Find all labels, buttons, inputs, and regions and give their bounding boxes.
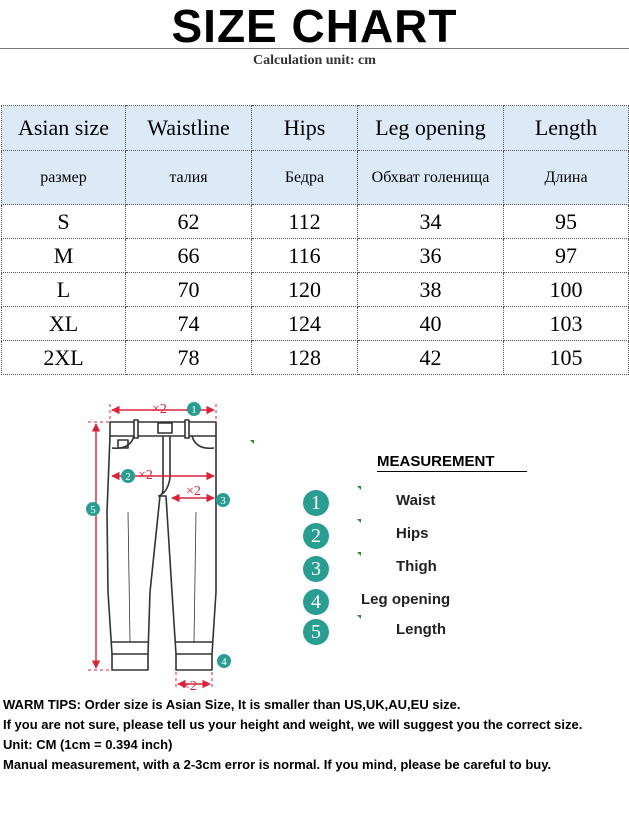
measurement-title: MEASUREMENT bbox=[377, 454, 527, 472]
leg-opening-cell: 40 bbox=[358, 307, 504, 341]
tick-mark bbox=[357, 615, 361, 619]
leg-opening-cell: 42 bbox=[358, 341, 504, 375]
marker-2: 2 bbox=[125, 471, 131, 483]
pants-diagram bbox=[0, 392, 260, 697]
size-cell: 2XL bbox=[2, 341, 126, 375]
waist-cell: 62 bbox=[126, 205, 252, 239]
marker-3: 3 bbox=[220, 495, 226, 507]
table-row bbox=[2, 205, 629, 239]
header-cell: талия bbox=[126, 151, 252, 205]
length-cell: 103 bbox=[504, 307, 629, 341]
header-cell: Waistline bbox=[126, 106, 252, 151]
page-title: SIZE CHART bbox=[171, 0, 458, 52]
marker-5: 5 bbox=[90, 504, 96, 516]
leg-opening-cell: 36 bbox=[358, 239, 504, 273]
hips-cell: 128 bbox=[252, 341, 358, 375]
size-cell: L bbox=[2, 273, 126, 307]
measurement-label: Leg opening bbox=[361, 591, 451, 608]
hips-cell: 112 bbox=[252, 205, 358, 239]
pants-outline bbox=[107, 420, 216, 670]
header-cell: Asian size bbox=[2, 106, 126, 151]
tip-line: If you are not sure, please tell us your height and weight, we will suggest you the correct size. bbox=[3, 717, 583, 732]
hips-cell: 116 bbox=[252, 239, 358, 273]
table-row bbox=[2, 307, 629, 341]
table-row bbox=[2, 341, 629, 375]
waist-multiplier: ×2 bbox=[152, 402, 167, 417]
warm-tips bbox=[3, 695, 623, 775]
header-cell: размер bbox=[2, 151, 126, 205]
table-row bbox=[2, 273, 629, 307]
header-row-english bbox=[2, 106, 629, 151]
tick-mark bbox=[357, 552, 361, 556]
tick-mark bbox=[357, 519, 361, 523]
header-cell: Hips bbox=[252, 106, 358, 151]
measurement-label: Waist bbox=[396, 492, 436, 509]
tip-line: WARM TIPS: Order size is Asian Size, It is smaller than US,UK,AU,EU size. bbox=[3, 697, 461, 712]
header-row-russian bbox=[2, 151, 629, 205]
header-cell: Бедра bbox=[252, 151, 358, 205]
marker-1: 1 bbox=[191, 404, 197, 416]
waist-cell: 78 bbox=[126, 341, 252, 375]
size-cell: M bbox=[2, 239, 126, 273]
length-cell: 105 bbox=[504, 341, 629, 375]
tick-mark bbox=[357, 486, 361, 490]
unit-note: Calculation unit: cm bbox=[253, 53, 376, 68]
length-cell: 100 bbox=[504, 273, 629, 307]
header-cell: Длина bbox=[504, 151, 629, 205]
length-cell: 97 bbox=[504, 239, 629, 273]
number-badge: 1 bbox=[303, 490, 329, 516]
measurement-label: Thigh bbox=[396, 558, 437, 575]
number-badge: 2 bbox=[303, 523, 329, 549]
tip-line: Manual measurement, with a 2-3cm error is normal. If you mind, please be careful to buy. bbox=[3, 757, 552, 772]
size-table bbox=[1, 105, 629, 375]
table-row bbox=[2, 239, 629, 273]
waist-cell: 74 bbox=[126, 307, 252, 341]
title-divider bbox=[0, 48, 629, 49]
length-cell: 95 bbox=[504, 205, 629, 239]
hips-cell: 120 bbox=[252, 273, 358, 307]
hips-cell: 124 bbox=[252, 307, 358, 341]
size-cell: XL bbox=[2, 307, 126, 341]
header-cell: Length bbox=[504, 106, 629, 151]
waist-cell: 70 bbox=[126, 273, 252, 307]
measurement-label: Hips bbox=[396, 525, 429, 542]
measurement-label: Length bbox=[396, 621, 446, 638]
leg-opening-cell: 34 bbox=[358, 205, 504, 239]
number-badge: 4 bbox=[303, 589, 329, 615]
header-cell: Обхват голенища bbox=[358, 151, 504, 205]
marker-4: 4 bbox=[221, 656, 227, 668]
tick-mark bbox=[250, 440, 254, 444]
tip-line: Unit: CM (1cm = 0.394 inch) bbox=[3, 737, 173, 752]
size-cell: S bbox=[2, 205, 126, 239]
thigh-multiplier: ×2 bbox=[186, 484, 201, 499]
leg-multiplier: ×2 bbox=[182, 679, 197, 694]
leg-opening-cell: 38 bbox=[358, 273, 504, 307]
number-badge: 3 bbox=[303, 556, 329, 582]
hips-multiplier: ×2 bbox=[138, 468, 153, 483]
header-cell: Leg opening bbox=[358, 106, 504, 151]
waist-cell: 66 bbox=[126, 239, 252, 273]
number-badge: 5 bbox=[303, 619, 329, 645]
